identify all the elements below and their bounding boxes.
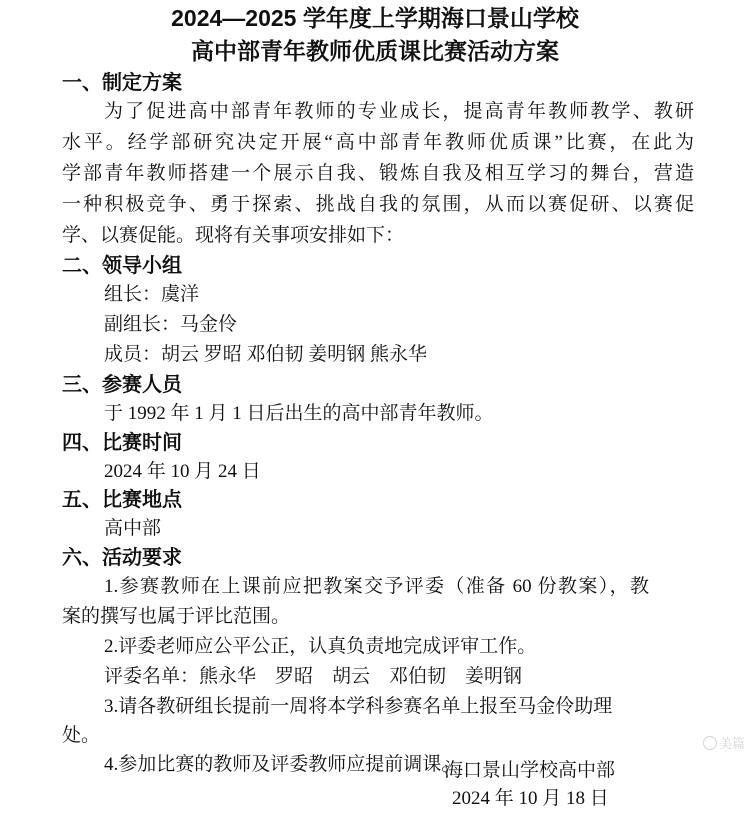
meipian-logo-icon bbox=[703, 736, 717, 750]
requirement-line: 3.请各教研组长提前一周将本学科参赛名单上报至马金伶助理 bbox=[104, 696, 613, 717]
section-heading-participants: 三、参赛人员 bbox=[62, 374, 182, 396]
signature-organization: 海口景山学校高中部 bbox=[444, 760, 616, 781]
requirement-line: 4.参加比赛的教师及评委教师应提前调课。 bbox=[104, 754, 461, 775]
watermark bbox=[703, 733, 745, 752]
document-title-line1: 2024—2025 学年度上学期海口景山学校 bbox=[171, 5, 579, 31]
requirement-line: 2.评委老师应公平公正，认真负责地完成评审工作。 bbox=[104, 636, 537, 657]
section-heading-plan: 一、制定方案 bbox=[62, 72, 182, 94]
paragraph-line: 一种积极竞争、勇于探索、挑战自我的氛围，从而以赛促研、以赛促 bbox=[62, 194, 694, 215]
paragraph-line: 为了促进高中部青年教师的专业成长，提高青年教师教学、教研 bbox=[104, 101, 694, 122]
leader-line: 组长：虞洋 bbox=[104, 284, 200, 305]
requirement-line: 1.参赛教师在上课前应把教案交予评委（准备 60 份教案），教 bbox=[104, 576, 649, 597]
competition-location: 高中部 bbox=[104, 518, 162, 539]
paragraph-line: 水平。经学部研究决定开展“高中部青年教师优质课”比赛，在此为 bbox=[62, 132, 694, 153]
paragraph-line: 学、以赛促能。现将有关事项安排如下： bbox=[62, 225, 405, 246]
section-heading-location: 五、比赛地点 bbox=[62, 489, 182, 511]
requirement-line: 案的撰写也属于评比范围。 bbox=[62, 606, 291, 627]
deputy-leader-line: 副组长：马金伶 bbox=[104, 314, 238, 335]
watermark-text: 美篇 bbox=[719, 737, 746, 752]
members-line: 成员：胡云 罗昭 邓伯韧 姜明钢 熊永华 bbox=[104, 344, 428, 365]
signature-date: 2024 年 10 月 18 日 bbox=[452, 788, 609, 809]
paragraph-line: 学部青年教师搭建一个展示自我、锻炼自我及相互学习的舞台，营造 bbox=[62, 163, 694, 184]
section-heading-leadership: 二、领导小组 bbox=[62, 255, 182, 277]
competition-date: 2024 年 10 月 24 日 bbox=[104, 461, 261, 482]
section-heading-requirements: 六、活动要求 bbox=[62, 547, 182, 569]
document-title-line2: 高中部青年教师优质课比赛活动方案 bbox=[191, 38, 559, 64]
participants-line: 于 1992 年 1 月 1 日后出生的高中部青年教师。 bbox=[104, 403, 494, 424]
judges-list-line: 评委名单：熊永华 罗昭 胡云 邓伯韧 姜明钢 bbox=[104, 666, 523, 687]
requirement-line: 处。 bbox=[62, 725, 101, 746]
section-heading-time: 四、比赛时间 bbox=[62, 432, 182, 454]
